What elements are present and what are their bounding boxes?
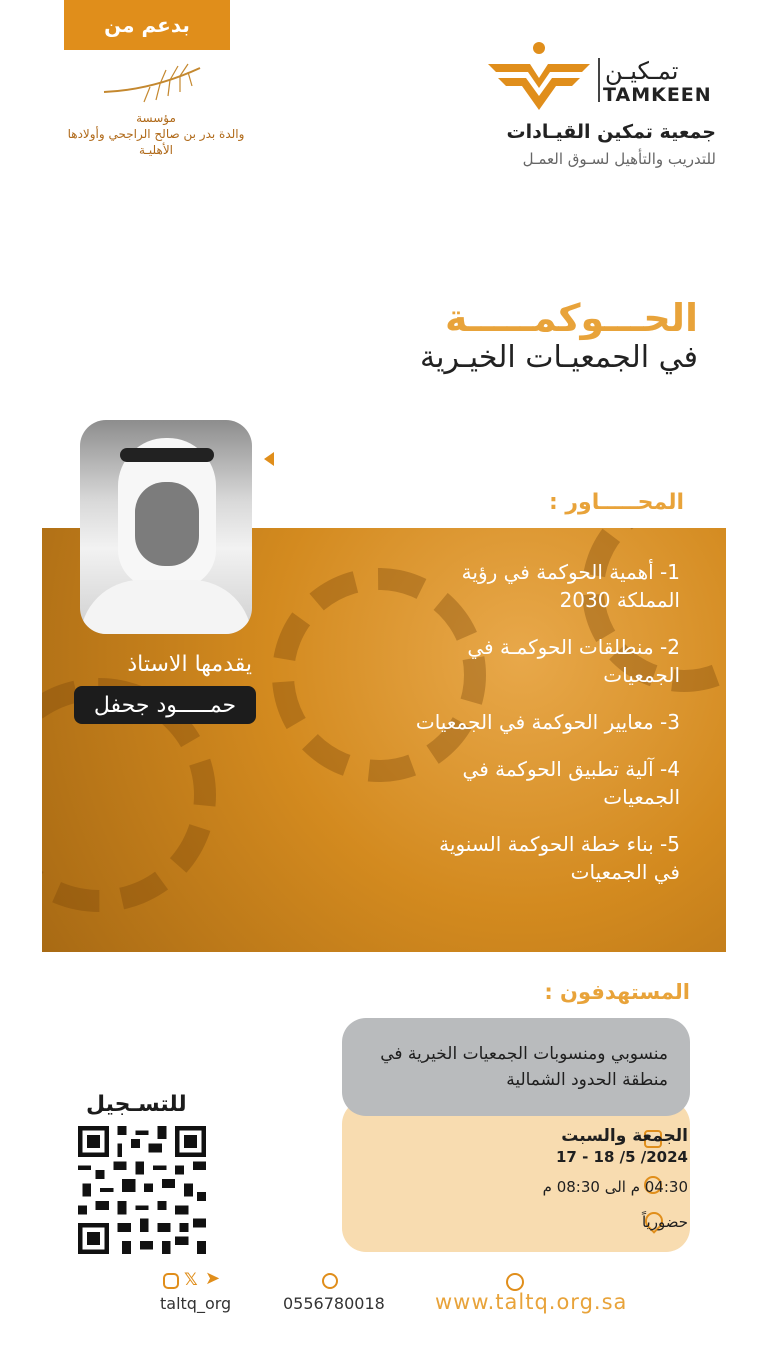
sponsor-tag: بدعم من — [64, 0, 230, 50]
globe-icon — [506, 1273, 524, 1291]
axes-heading: المحـــــاور : — [548, 490, 684, 515]
axes-item: 5- بناء خطة الحوكمة السنوية في الجمعيات — [439, 832, 680, 884]
sponsor-line-2: والدة بدر بن صالح الراجحي وأولادها — [67, 127, 245, 141]
event-days: الجمعة والسبت — [561, 1126, 688, 1146]
axes-item: 4- آلية تطبيق الحوكمة في الجمعيات — [462, 757, 680, 809]
axes-item: 2- منطلقات الحوكمـة في الجمعيات — [467, 635, 680, 687]
palm-leaf-logo-icon — [100, 62, 204, 106]
logo-divider — [598, 58, 600, 102]
organizer-name: جمعية تمكين القيـادات — [506, 121, 716, 143]
sponsor-line-1: مؤسسة — [136, 111, 176, 125]
page-title: الحـــوكمـــــة — [444, 296, 698, 340]
axes-list — [410, 558, 680, 905]
phone-number[interactable]: 0556780018 — [283, 1294, 385, 1313]
registration-qr-code[interactable] — [78, 1126, 206, 1254]
instagram-icon[interactable] — [163, 1273, 179, 1289]
sponsor-line-3: الأهليـة — [138, 143, 174, 157]
event-mode: حضورياً — [641, 1213, 688, 1231]
logo-text-ar: تمـكيـن — [605, 57, 679, 85]
website-link[interactable]: www.taltq.org.sa — [435, 1290, 628, 1314]
speaker-photo — [80, 420, 252, 634]
details-box — [342, 1100, 690, 1252]
register-label: للتسـجيل — [86, 1092, 187, 1117]
pointer-arrow-icon — [264, 452, 274, 466]
presented-by-label: يقدمها الاستاذ — [127, 652, 252, 677]
whatsapp-icon[interactable] — [322, 1273, 338, 1289]
social-handle[interactable]: taltq_org — [160, 1294, 232, 1313]
axes-item: 1- أهمية الحوكمة في رؤية المملكة 2030 — [461, 560, 680, 612]
organizer-tagline: للتدريب والتأهيل لسـوق العمـل — [522, 150, 716, 168]
logo-text-en: TAMKEEN — [603, 84, 712, 106]
tamkeen-bird-logo-icon — [486, 38, 592, 116]
axes-item: 3- معايير الحوكمة في الجمعيات — [415, 710, 680, 734]
audience-text: منسوبي ومنسوبات الجمعيات الخيرية في منطقة الحدود الشمالية — [380, 1044, 668, 1090]
telegram-icon[interactable]: ➤ — [205, 1268, 221, 1289]
event-time: 04:30 م الى 08:30 م — [542, 1178, 688, 1196]
audience-heading: المستهدفون : — [544, 980, 690, 1004]
audience-box — [342, 1018, 690, 1116]
speaker-name: حمـــــود جحفل — [74, 686, 256, 724]
page-subtitle: في الجمعيـات الخيـرية — [420, 340, 698, 375]
x-twitter-icon[interactable]: 𝕏 — [184, 1270, 198, 1290]
sponsor-name — [56, 110, 256, 158]
event-dates: 17 - 18 /5 /2024 — [555, 1148, 688, 1166]
